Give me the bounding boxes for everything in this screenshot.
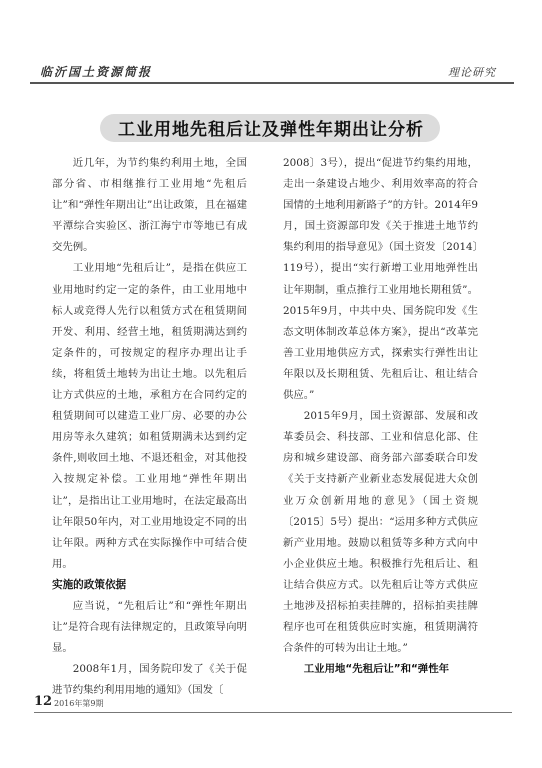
- page-header: [30, 60, 514, 84]
- paragraph: 2015年9月，国土资源部、发展和改革委员会、科技部、工业和信息化部、住房和城乡建设部、商务部六部委联合印发《关于支持新产业新业态发展促进大众创业万众创新用地的意见》（国土资规〔2015〕5号）提出：“运用多种方式供应新产业用地。鼓励以租赁等多种方式向中小企业供应土地。积极推行先租后让、租让结合供应方式。以先租后让等方式供应土地涉及招标拍卖挂牌的，招标拍卖挂牌程序也可在租赁供应时实施，租赁期满符合条件的可转为出让土地。”: [283, 410, 478, 655]
- right-column: [283, 153, 478, 680]
- header-divider: [30, 82, 514, 84]
- paragraph: 2008年1月，国务院印发了《关于促进节约集约利用用地的通知》（国发〔: [52, 663, 247, 697]
- paragraph: 工业用地“先租后让”和“弹性年: [303, 663, 449, 676]
- paragraph: 工业用地“先租后让”，是指在供应工业用地时约定一定的条件，由工业用地中标人或竞得人先行以租赁方式在租赁期间开发、利用、经营土地，租赁期满达到约定条件的，可按规定的程序办理出让手续，将租赁土地转为出让土地。以先租后让方式供应的土地，承租方在合同约定的租赁期间可以建造工业厂房、必要的办公用房等永久建筑；如租赁期满未达到约定条件,则收回土地、不退还租金，对其他投入按规定补偿。工业用地“弹性年期出让”，是指出让工业用地时，在法定最高出让年限50年内，对工业用地设定不同的出让年限。两种方式在实际操作中可结合使用。: [52, 262, 247, 570]
- issue-label: 2016年第9期: [54, 699, 104, 708]
- section-subheading: 实施的政策依据: [52, 578, 127, 591]
- left-column: [52, 153, 247, 701]
- paragraph: 2008〕3号），提出“促进节约集约用地，走出一条建设占地少、利用效率高的符合国情的土地利用新路子”的方针。2014年9月，国土资源部印发《关于推进土地节约集约利用的指导意见》（国土资发〔2014〕119号），提出“实行新增工业用地弹性出让年期制，重点推行工业用地长期租赁”。2015年9月，中共中央、国务院印发《生态文明体制改革总体方案》，提出“改革完善工业用地供应方式，探索实行弹性出让年限以及长期租赁、先租后让、租让结合供应。”: [283, 157, 478, 402]
- paragraph: 应当说，“先租后让”和“弹性年期出让”是符合现有法律规定的，且政策导向明显。: [52, 599, 247, 655]
- paragraph: 近几年，为节约集约利用土地，全国部分省、市相继推行工业用地“先租后让”和“弹性年期出让”出让政策，且在福建平潭综合实验区、浙江海宁市等地已有成交先例。: [52, 157, 247, 254]
- page-number: 12: [34, 694, 53, 709]
- journal-name: 临沂国土资源简报: [40, 65, 153, 79]
- article-title: 工业用地先租后让及弹性年期出让分析: [118, 120, 424, 140]
- section-label: 理论研究: [448, 66, 496, 79]
- footer-divider: [34, 712, 512, 713]
